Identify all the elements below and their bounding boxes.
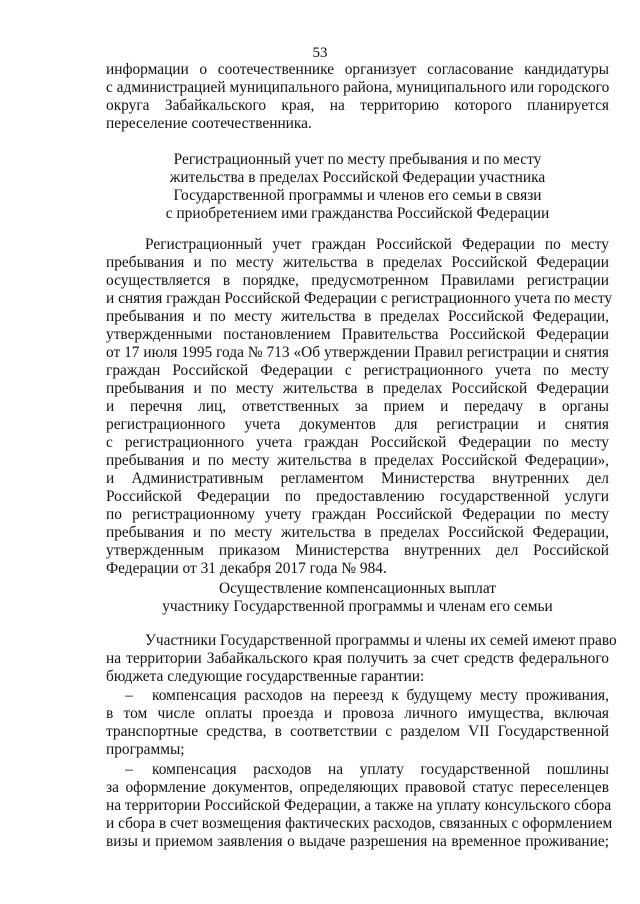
paragraph-2-line: пребывания и по месту жительства в пределах Российской Федерации», [106,452,609,469]
list-item-1-first-line [106,687,609,705]
list-item-1-line: программы; [106,741,185,758]
paragraph-2-line: граждан Российской Федерации с регистрационного учета по месту [106,362,609,379]
list-item-2-line: и сбора в счет возмещения фактических расходов, связанных с оформлением [106,815,613,832]
paragraph-2-line: пребывания и по месту жительства в пределах Российской Федерации, [106,524,609,541]
section-heading-1-line: с приобретением ими гражданства Российской Федерации [165,205,550,222]
page-number: 53 [312,45,328,61]
paragraph-2-line: с регистрационного учета граждан Российской Федерации по месту [106,434,609,451]
paragraph-2-line: пребывания и по месту жительства в пределах Российской Федерации [106,380,609,397]
list-item-text: компенсация расходов на переезд к будущему месту проживания, [152,687,609,704]
paragraph-2-line: и перечня лиц, ответственных за прием и передачу в органы [106,398,609,415]
section-heading-1-line: Регистрационный учет по месту пребывания и по месту [173,151,542,168]
list-item-2-first-line [106,761,609,779]
list-item-2-line: визы и приемом заявления о выдаче разрешения на временное проживание; [106,833,609,850]
paragraph-2-line: по регистрационному учету граждан Российской Федерации по месту [106,506,609,523]
paragraph-1-line: с администрацией муниципального района, муниципального или городского [106,79,610,96]
paragraph-3-line: бюджета следующие государственные гарантии: [106,668,425,685]
list-marker: – [125,761,133,778]
paragraph-1-line: округа Забайкальского края, на территорию которого планируется [106,97,609,114]
list-marker: – [125,687,133,704]
paragraph-2-line: пребывания и по месту жительства в пределах Российской Федерации [106,254,609,271]
paragraph-2-line: Российской Федерации по предоставлению государственной услуги [106,488,609,505]
paragraph-1-line: информации о соотечественнике организует согласование кандидатуры [106,61,609,78]
paragraph-2-line: и Административным регламентом Министерства внутренних дел [106,470,609,487]
list-item-2-line: за оформление документов, определяющих правовой статус переселенцев [106,779,609,796]
paragraph-2-line: пребывания и по месту жительства в пределах Российской Федерации, [106,308,609,325]
section-heading-1-line: Государственной программы и членов его семьи в связи [173,187,542,204]
paragraph-2-line: утвержденными постановлением Правительства Российской Федерации [106,326,609,343]
section-heading-2-line: участнику Государственной программы и членам его семьи [162,598,553,615]
paragraph-2-line: утвержденным приказом Министерства внутренних дел Российской [106,542,609,559]
list-item-2-line: на территории Российской Федерации, а также на уплату консульского сбора [106,797,612,814]
list-item-text: компенсация расходов на уплату государственной пошлины [152,761,609,778]
paragraph-2-line: и снятия граждан Российской Федерации с регистрационного учета по месту [106,290,613,307]
paragraph-1-line: переселение соотечественника. [106,115,312,132]
paragraph-2-line: регистрационного учета документов для регистрации и снятия [106,416,609,433]
list-item-1-line: в том числе оплаты проезда и провоза личного имущества, включая [106,705,609,722]
paragraph-2-line: от 17 июля 1995 года № 713 «Об утверждении Правил регистрации и снятия [106,344,609,361]
paragraph-3-line: Участники Государственной программы и члены их семей имеют право [145,632,617,649]
section-heading-1-line: жительства в пределах Российской Федерации участника [169,169,546,186]
paragraph-2-line: осуществляется в порядке, предусмотренном Правилами регистрации [106,272,609,289]
paragraph-3-line: на территории Забайкальского края получить за счет средств федерального [106,650,609,667]
section-heading-2-line: Осуществление компенсационных выплат [219,580,496,597]
paragraph-2-line: Регистрационный учет граждан Российской Федерации по месту [145,236,609,253]
list-item-1-line: транспортные средства, в соответствии с разделом VII Государственной [106,723,609,740]
paragraph-2-line: Федерации от 31 декабря 2017 года № 984. [106,560,387,577]
